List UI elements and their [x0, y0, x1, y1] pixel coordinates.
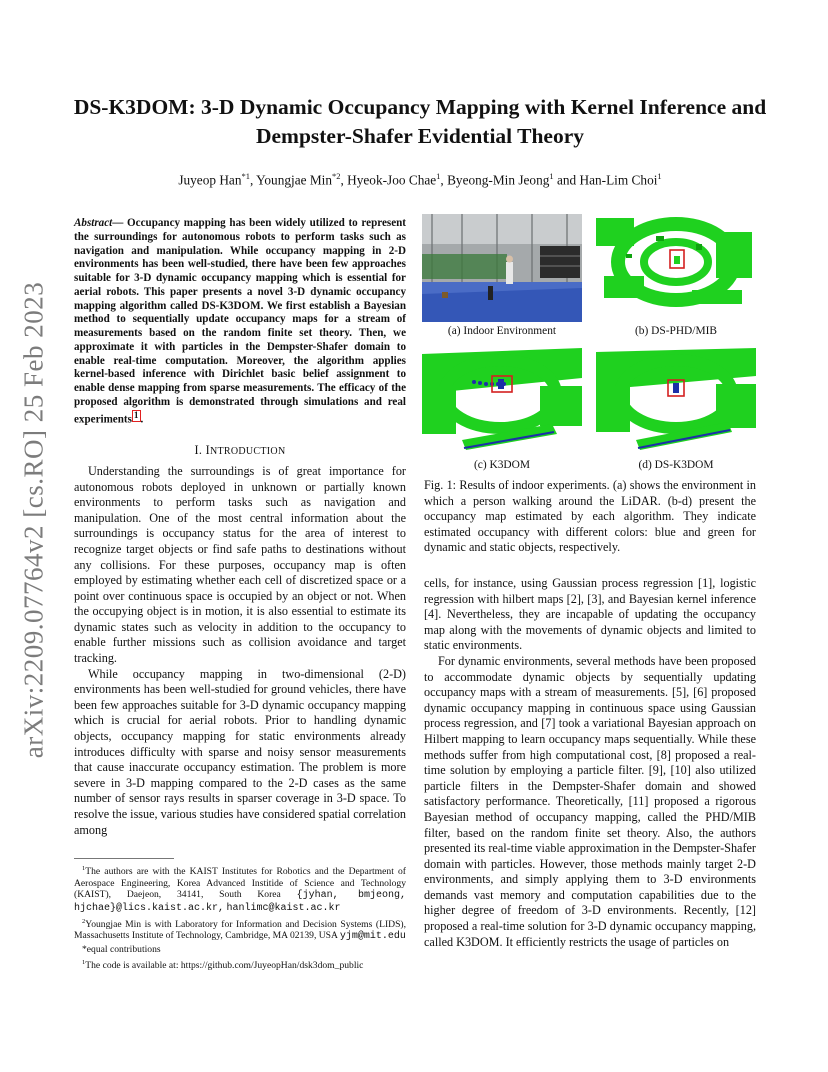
paper-title: DS-K3DOM: 3-D Dynamic Occupancy Mapping with Kernel Inference and Dempster-Shafer Evidential Theory: [73, 95, 767, 148]
intro-paragraph-1: Understanding the surroundings is of great importance for autonomous robots deployed in unknown or partially known environments to perform tasks such as navigation and manipulation. One of the most central information about the surroundings is occupancy status for the area of interest to recognize target objects or find safe paths to destinations without any collisions. For these purposes, occupancy map is often employed by estimating whether each cell of discretized space or a point over continuous space is occupied by an object or not. When the occupying object is in motion, it is also essential to estimate its dynamic states such as velocity in addition to the occupancy to enable further missions such as collision avoidance and target tracking.: [74, 463, 406, 666]
footnote-text: The authors are with the KAIST Institutes for Robotics and the Department of Aerospace Engineering, Korea Advanced Institide of Science and Technology (KAIST), Daejeon, 34141, South Korea: [74, 866, 406, 901]
author-name: Juyeop Han: [178, 172, 242, 188]
footnotes: [74, 863, 406, 972]
footnote-divider: [74, 858, 174, 859]
author-affiliation-mark: 1: [436, 171, 441, 181]
right-column: [424, 576, 756, 950]
abstract-end: .: [140, 413, 144, 426]
figure-panel-b: [596, 214, 756, 337]
footnote-text: Youngjae Min is with Laboratory for Information and Decision Systems (LIDS), Massachusetts Institute of Technology, Cambridge, MA 02139, USA: [74, 918, 406, 942]
figure-panel-c-label: (c) K3DOM: [474, 459, 530, 471]
code-footnote-link[interactable]: 1: [133, 410, 139, 421]
figure-panel-c: [422, 348, 582, 471]
figure-panel-d: [596, 348, 756, 471]
footnote-code-url[interactable]: The code is available at: https://github.com/JuyeopHan/dsk3dom_public: [85, 959, 364, 971]
author-name: Hyeok-Joo Chae: [347, 172, 437, 188]
author-separator: ,: [340, 172, 348, 188]
arxiv-identifier-stamp: [14, 281, 54, 759]
author-list: [70, 171, 770, 188]
author-name: Byeong-Min Jeong: [447, 172, 550, 188]
footnote-email: {jyhan, bmjeong, hjchae}@lics.kaist.ac.kr,: [74, 890, 407, 914]
footnote-affiliation-kaist: [74, 863, 406, 915]
figure-panel-a: [422, 214, 582, 337]
indoor-environment-photo: [422, 214, 582, 322]
abstract-dash: —: [112, 217, 128, 229]
left-column: [74, 217, 406, 838]
figure-panel-d-label: (d) DS-K3DOM: [638, 459, 714, 471]
ds-k3dom-occupancy-map: [596, 348, 756, 456]
ds-phd-mib-occupancy-map: [596, 214, 756, 322]
figure-1-caption: Fig. 1: Results of indoor experiments. (a) shows the environment in which a person walking around the LiDAR. (b-d) present the occupancy map estimated by each algorithm. They indicate estimated occupancy with different colors: blue and green for dynamic and static objects, respectively.: [424, 478, 756, 555]
intro-paragraph-3: cells, for instance, using Gaussian process regression [1], logistic regression with hilbert maps [2], [3], and Bayesian kernel inference [4]. Nevertheless, they are incapable of updating the occupancy map along with the movements of dynamic objects and limited to static environments.: [424, 576, 756, 653]
footnote-mark: 2: [82, 917, 86, 925]
author-affiliation-mark: *2: [332, 171, 341, 181]
footnote-affiliation-mit: [74, 916, 406, 943]
author-name: Youngjae Min: [256, 172, 332, 188]
section-heading-introduction: [74, 443, 406, 458]
author-affiliation-mark: *1: [241, 171, 250, 181]
footnote-equal-contribution: *equal contributions: [82, 943, 161, 955]
author-affiliation-mark: 1: [549, 171, 554, 181]
footnote-mark: 1: [82, 865, 86, 872]
k3dom-occupancy-map: [422, 348, 582, 456]
author-separator: ,: [440, 172, 448, 188]
footnote-code: [74, 957, 406, 972]
footnote-email: hanlimc@kaist.ac.kr: [226, 902, 341, 914]
section-number: I.: [194, 442, 203, 457]
arxiv-id-text: arXiv:2209.07764v2 [cs.RO] 25 Feb 2023: [18, 281, 49, 759]
abstract: [74, 217, 406, 427]
author-affiliation-mark: 1: [657, 171, 662, 181]
abstract-text: Occupancy mapping has been widely utilized to represent the surroundings for autonomous robots to perform tasks such as navigation and manipulation. While occupancy mapping in 2-D environments has been well-studied, there have been few approaches suitable for 3-D dynamic occupancy mapping which is essential for aerial robots. This paper presents a novel 3-D dynamic occupancy mapping algorithm called DS-K3DOM. We first establish a Bayesian method to sequentially update occupancy maps for a stream of measurements based on the random finite set theory. Then, we approximate it with particles in the Dempster-Shafer domain to enable real-time computation. Moreover, the algorithm applies kernel-based inference with Dirichlet basic belief assignment to enable dense mapping from sparse measurements. The efficacy of the proposed algorithm is demonstrated through simulations and real experiments: [74, 217, 406, 426]
abstract-label: Abstract: [74, 217, 113, 229]
intro-paragraph-4: For dynamic environments, several methods have been proposed to accommodate dynamic objects by sequentially updating occupancy maps with a stream of measurements. [5], [6] proposed dynamic occupancy mapping in continuous space using Gaussian process regression, and [7] took a variational Bayesian approach on Hilbert mapping to learn occupancy maps sequentially. While these methods suffer from high computational cost, [8] proposed a real-time solution by employing a particle filter. [9], [10] also utilized particle filters in the Dempster-Shafer domain and showed satisfactory performance. Theoretically, [11] proposed a rigorous Bayesian method of occupancy mapping, called the PHD/MIB filter, based on the random finite set theory. Also, the authors presented its real-time viable approximation in the Dempster-Shafer domain with particles. However, those methods mainly target 2-D environments, and simply applying them to 3-D environments demands vast memory and computation capabilities due to the higher degree of freedom of 3-D environments. Recently, [12] proposed a real-time solution for 3-D dynamic occupancy mapping, called K3DOM. It efficiently restricts the usage of particles on: [424, 653, 756, 949]
author-separator: and: [553, 172, 580, 188]
footnote-mark: 1: [82, 958, 86, 966]
section-title-initial: I: [205, 442, 210, 457]
figure-panel-b-label: (b) DS-PHD/MIB: [635, 325, 717, 337]
intro-paragraph-2: While occupancy mapping in two-dimensional (2-D) environments has been well-studied for ground vehicles, there have been few approaches suitable for 3-D dynamic occupancy mapping which is crucial for aerial robots. Prior to handling dynamic objects, occupancy mapping for static environments already introduces difficulty with sparse and noisy sensor measurements that cause inaccurate occupancy estimation. The problem is more severe in 3-D mapping compared to the 2-D cases as the same number of sensor rays results in sparser coverage in 3-D space. To resolve the issue, various studies have considered spatial correlation among: [74, 666, 407, 837]
author-name: Han-Lim Choi: [579, 172, 658, 188]
figure-panel-a-label: (a) Indoor Environment: [447, 325, 557, 337]
section-title-rest: NTRODUCTION: [209, 445, 286, 457]
footnote-email: yjm@mit.edu: [339, 931, 406, 943]
author-separator: ,: [249, 172, 257, 188]
